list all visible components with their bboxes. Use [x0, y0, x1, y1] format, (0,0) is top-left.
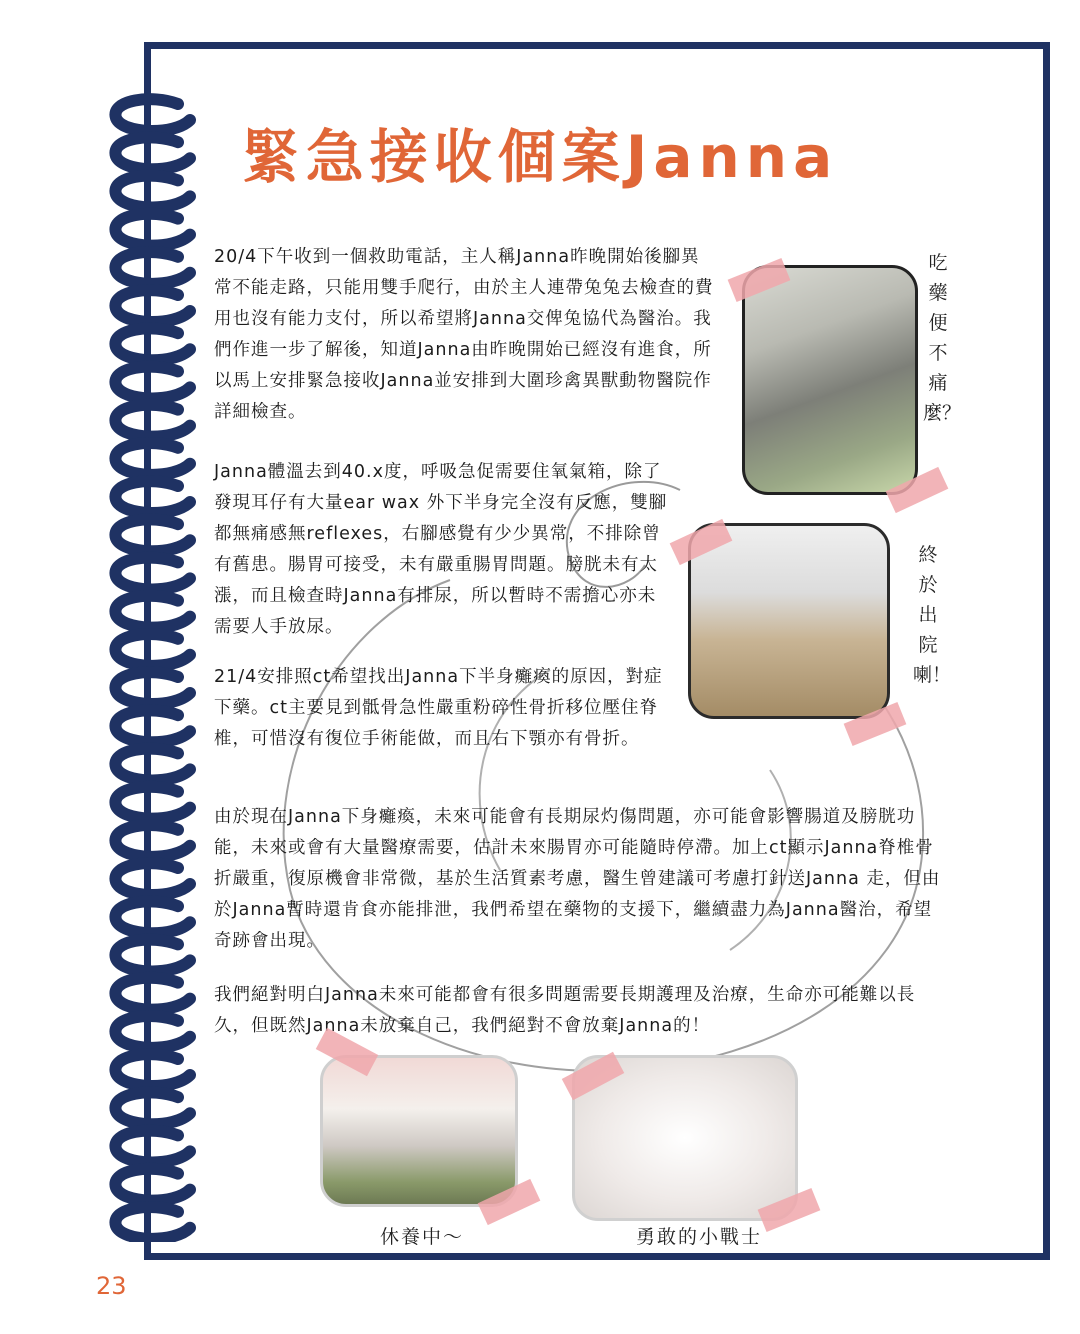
spiral-ring: [115, 1169, 190, 1201]
spiral-ring: [115, 672, 190, 704]
spiral-ring: [115, 405, 190, 437]
page-number: 23: [96, 1272, 127, 1300]
paragraph-examination: Janna體溫去到40.x度，呼吸急促需要住氧氣箱，除了發現耳仔有大量ear wax 外下半身完全沒有反應，雙腳都無痛感無reflexes，右腳感覺有少少異常，不排除曾有舊患。腸胃可接受，未有嚴重腸胃問題。膀胱未有太漲，而且檢查時Janna有排尿，所以暫時不需擔心亦未需要人手放尿。: [214, 462, 668, 637]
paragraph-ct-scan: 21/4安排照ct希望找出Janna下半身癱瘓的原因，對症下藥。ct主要見到骶骨急性嚴重粉碎性骨折移位壓住脊椎，可惜沒有復位手術能做，而且右下顎亦有骨折。: [214, 667, 663, 749]
spiral-ring: [115, 940, 190, 972]
caption-warrior: 勇敢的小戰士: [636, 1226, 763, 1248]
paragraph-commitment: 我們絕對明白Janna未來可能都會有很多問題需要長期護理及治療，生命亦可能難以長久，但既然Janna未放棄自己，我們絕對不會放棄Janna的！: [214, 985, 916, 1036]
spiral-ring: [115, 252, 190, 284]
spiral-ring: [115, 1207, 190, 1239]
spiral-ring: [115, 443, 190, 475]
spiral-ring: [115, 214, 190, 246]
spiral-ring: [115, 1131, 190, 1163]
spiral-ring: [115, 787, 190, 819]
spiral-ring: [115, 328, 190, 360]
spiral-ring: [115, 863, 190, 895]
side-caption-medication: 吃藥便不痛麼？: [923, 252, 962, 424]
photo-rabbit-resting: [320, 1055, 518, 1207]
spiral-ring: [115, 710, 190, 742]
paragraph-intro: 20/4下午收到一個救助電話，主人稱Janna昨晚開始後腳異常不能走路，只能用雙手爬行，由於主人連帶兔兔去檢查的費用也沒有能力支付，所以希望將Janna交俾兔協代為醫治。我們作進一步了解後，知道Janna由昨晚開始已經沒有進食，所以馬上安排緊急接收Janna並安排到大圍珍禽異獸動物醫院作詳細檢查。: [214, 247, 714, 422]
spiral-binding: [82, 92, 222, 1242]
page-title: 緊急接收個案Janna: [241, 123, 839, 191]
spiral-ring: [115, 519, 190, 551]
spiral-ring: [115, 558, 190, 590]
spiral-ring: [115, 901, 190, 933]
spiral-ring: [115, 634, 190, 666]
spiral-ring: [115, 825, 190, 857]
side-caption-discharged: 終於出院喇！: [913, 544, 952, 686]
spiral-ring: [115, 1016, 190, 1048]
spiral-ring: [115, 1054, 190, 1086]
photo-rabbit-medication: [742, 265, 918, 495]
spiral-ring: [115, 481, 190, 513]
photo-rabbit-discharged: [688, 523, 890, 719]
spiral-ring: [115, 749, 190, 781]
spiral-ring: [115, 367, 190, 399]
spiral-ring: [115, 290, 190, 322]
spiral-ring: [115, 978, 190, 1010]
spiral-ring: [115, 596, 190, 628]
caption-resting: 休養中～: [380, 1226, 465, 1248]
paragraph-prognosis: 由於現在Janna下身癱瘓，未來可能會有長期尿灼傷問題，亦可能會影響腸道及膀胱功能，未來或會有大量醫療需要，估計未來腸胃亦可能隨時停滯。加上ct顯示Janna脊椎骨折嚴重，復原機會非常微，基於生活質素考慮，醫生曾建議可考慮打針送Janna 走，但由於Janna暫時還肯食亦能排泄，我們希望在藥物的支援下，繼續盡力為Janna醫治，希望奇跡會出現。: [214, 807, 941, 951]
spiral-ring: [115, 1092, 190, 1124]
